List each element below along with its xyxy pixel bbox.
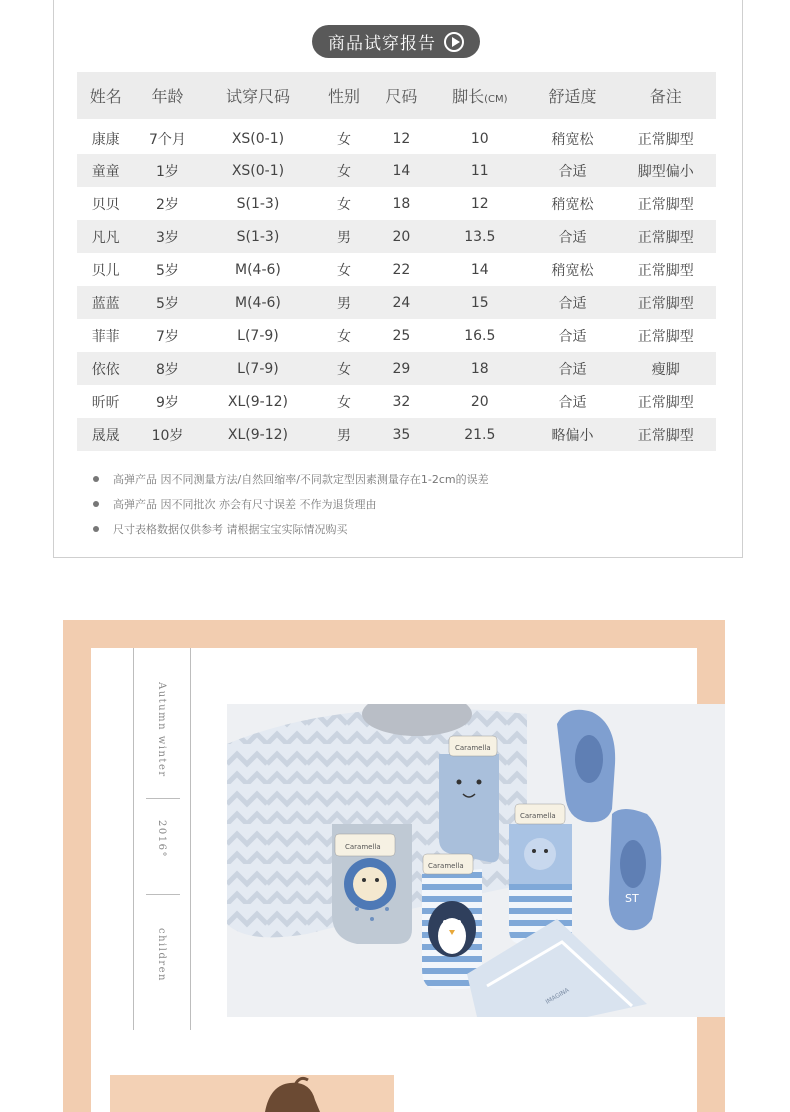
col-size: 尺码: [373, 72, 430, 121]
row-gender: 女: [315, 352, 372, 385]
row-foot-length: 13.5: [430, 220, 529, 253]
row-trial-size: L(7-9): [201, 352, 316, 385]
row-remark: 正常脚型: [637, 394, 694, 411]
row-name: 蓝蓝: [77, 286, 134, 319]
col-comfort: 舒适度: [529, 72, 615, 121]
child-hair-illustration: [110, 1075, 394, 1112]
row-remark: 正常脚型: [637, 196, 694, 213]
row-name: 贝贝: [91, 196, 120, 213]
row-comfort: 稍宽松: [551, 131, 594, 148]
row-comfort: 合适: [529, 220, 615, 253]
row-name: 童童: [77, 154, 134, 187]
row-remark: 正常脚型: [616, 418, 716, 451]
year-text: 2016°: [156, 820, 167, 858]
row-age: 3岁: [134, 220, 200, 253]
row-gender: 男: [315, 286, 372, 319]
table-row: [77, 187, 716, 220]
row-age: 5岁: [156, 262, 179, 279]
note-item: [93, 516, 693, 541]
row-comfort: 稍宽松: [551, 262, 594, 279]
row-trial-size: XL(9-12): [201, 418, 316, 451]
row-comfort: 稍宽松: [551, 196, 594, 213]
row-comfort: 合适: [558, 394, 587, 411]
col-remark: 备注: [616, 72, 716, 121]
row-trial-size: M(4-6): [235, 261, 281, 278]
sock-bear: [509, 804, 572, 944]
table-row: [77, 385, 716, 418]
product-photo: [227, 704, 725, 1017]
row-size: 32: [392, 393, 411, 410]
row-comfort: 合适: [529, 154, 615, 187]
row-foot-length: 12: [470, 195, 489, 212]
note-item: [93, 466, 693, 491]
shoe-badge: ST: [625, 892, 639, 905]
row-trial-size: S(1-3): [236, 195, 280, 212]
bullet-icon: [93, 476, 99, 482]
col-foot-length-label: 脚长: [452, 87, 485, 106]
row-age: 2岁: [156, 196, 179, 213]
row-foot-length: 15: [430, 286, 529, 319]
row-gender: 女: [337, 328, 352, 345]
size-trial-table: [77, 72, 716, 451]
row-comfort: 合适: [558, 328, 587, 345]
row-trial-size: S(1-3): [201, 220, 316, 253]
row-foot-length: 20: [470, 393, 489, 410]
row-foot-length: 18: [430, 352, 529, 385]
row-age: 7个月: [149, 131, 186, 148]
row-size: 20: [373, 220, 430, 253]
table-row: [77, 121, 716, 154]
row-gender: 男: [315, 220, 372, 253]
divider: [146, 894, 180, 895]
note-text: 高弹产品 因不同批次 亦会有尺寸误差 不作为退货理由: [113, 497, 377, 511]
row-age: 10岁: [134, 418, 200, 451]
row-name: 凡凡: [77, 220, 134, 253]
book: [467, 919, 647, 1017]
row-gender: 女: [337, 394, 352, 411]
play-circle-icon: [444, 32, 464, 52]
row-size: 22: [392, 261, 411, 278]
sock-cat: [439, 736, 499, 862]
row-name: 晟晟: [77, 418, 134, 451]
row-comfort: 合适: [529, 286, 615, 319]
table-row: [77, 220, 716, 253]
row-gender: 女: [337, 196, 352, 213]
row-name: 康康: [91, 131, 120, 148]
row-foot-length: 11: [430, 154, 529, 187]
foot-length-unit: (CM): [484, 94, 508, 105]
report-title-pill: [312, 25, 480, 58]
row-size: 14: [373, 154, 430, 187]
row-remark: 正常脚型: [637, 131, 694, 148]
side-text-strip: [133, 648, 191, 1030]
sock-tag: Caramella: [428, 862, 464, 870]
row-age: 5岁: [134, 286, 200, 319]
category-text: children: [156, 928, 167, 982]
row-remark: 正常脚型: [637, 328, 694, 345]
table-header-row: [77, 72, 716, 121]
row-trial-size: M(4-6): [201, 286, 316, 319]
report-title: 商品试穿报告: [328, 34, 436, 54]
row-remark: 正常脚型: [637, 262, 694, 279]
sock-penguin: [422, 854, 482, 989]
table-row: [77, 154, 716, 187]
sock-lion: [332, 824, 412, 944]
row-remark: 瘦脚: [616, 352, 716, 385]
col-gender: 性别: [315, 72, 372, 121]
row-remark: 正常脚型: [616, 220, 716, 253]
row-trial-size: L(7-9): [237, 327, 279, 344]
row-age: 7岁: [156, 328, 179, 345]
sock-tag: Caramella: [345, 843, 381, 851]
row-name: 昕昕: [91, 394, 120, 411]
row-foot-length: 16.5: [464, 327, 496, 344]
col-name: 姓名: [77, 72, 134, 121]
row-size: 35: [373, 418, 430, 451]
note-text: 尺寸表格数据仅供参考 请根据宝宝实际情况购买: [113, 522, 348, 536]
row-age: 1岁: [134, 154, 200, 187]
row-foot-length: 14: [470, 261, 489, 278]
row-name: 贝儿: [91, 262, 120, 279]
sock-tag: Caramella: [455, 744, 491, 752]
blue-shoes: [557, 710, 661, 931]
row-gender: 女: [315, 154, 372, 187]
row-name: 菲菲: [91, 328, 120, 345]
row-remark: 脚型偏小: [616, 154, 716, 187]
row-gender: 男: [315, 418, 372, 451]
row-comfort: 合适: [529, 352, 615, 385]
col-trial-size: 试穿尺码: [201, 72, 316, 121]
season-text: Autumn winter: [156, 682, 167, 778]
table-row: [77, 319, 716, 352]
row-age: 8岁: [134, 352, 200, 385]
row-foot-length: 21.5: [430, 418, 529, 451]
row-comfort: 略偏小: [529, 418, 615, 451]
row-gender: 女: [337, 262, 352, 279]
divider: [146, 798, 180, 799]
note-text: 高弹产品 因不同测量方法/自然回缩率/不同款定型因素测量存在1-2cm的误差: [113, 472, 489, 486]
sock-tag: Caramella: [520, 812, 556, 820]
note-item: [93, 491, 693, 516]
col-age: 年龄: [134, 72, 200, 121]
row-size: 24: [373, 286, 430, 319]
table-row: [77, 418, 716, 451]
row-size: 29: [373, 352, 430, 385]
row-size: 18: [392, 195, 411, 212]
row-trial-size: XS(0-1): [201, 154, 316, 187]
col-foot-length: [430, 72, 529, 121]
table-row: [77, 253, 716, 286]
bullet-icon: [93, 526, 99, 532]
row-trial-size: XS(0-1): [231, 130, 285, 147]
row-gender: 女: [337, 131, 352, 148]
row-size: 12: [392, 130, 411, 147]
row-trial-size: XL(9-12): [227, 393, 288, 410]
notes-list: [93, 466, 693, 541]
book-text: IMAGINA: [544, 986, 571, 1006]
row-remark: 正常脚型: [616, 286, 716, 319]
second-photo: [110, 1075, 394, 1112]
table-row: [77, 352, 716, 385]
table-row: [77, 286, 716, 319]
row-name: 依依: [77, 352, 134, 385]
row-age: 9岁: [156, 394, 179, 411]
socks-illustration: [227, 704, 725, 1017]
row-size: 25: [392, 327, 411, 344]
row-foot-length: 10: [470, 130, 489, 147]
bullet-icon: [93, 501, 99, 507]
